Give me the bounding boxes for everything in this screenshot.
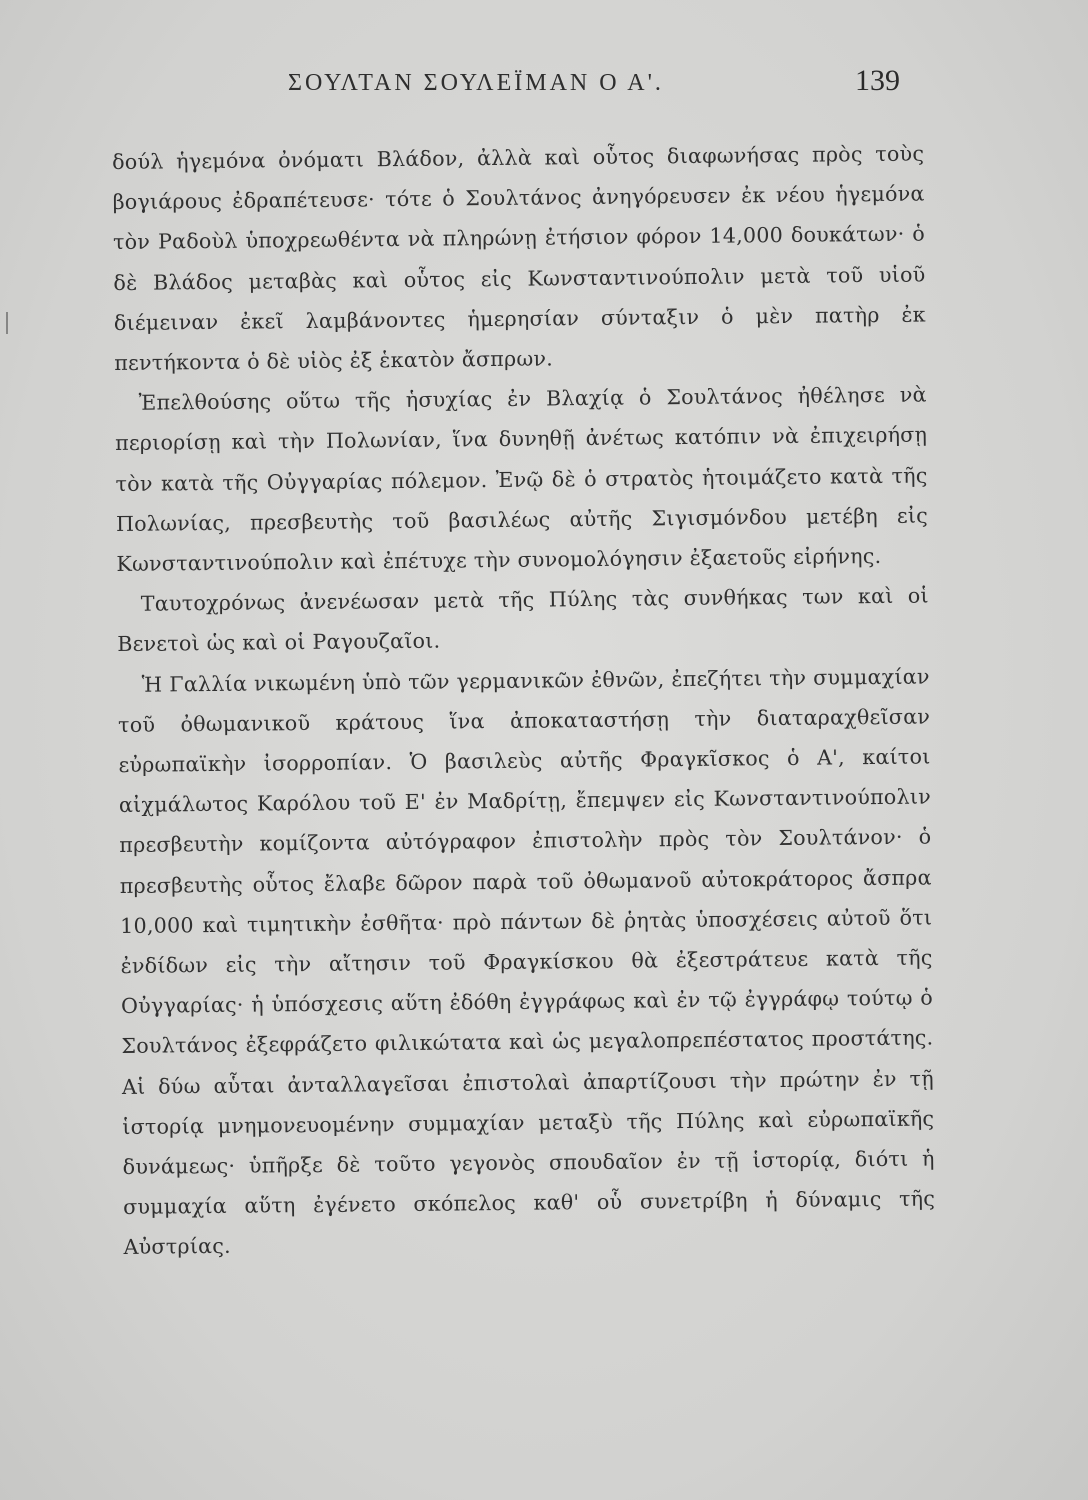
paragraph-france-alliance: Ἡ Γαλλία νικωμένη ὑπὸ τῶν γερμανικῶν ἐθνῶν, ἐπεζήτει τὴν συμμαχίαν τοῦ ὀθωμανικοῦ κράτους ἵνα ἀποκαταστήσῃ τὴν διαταραχθεῖσαν εὐρωπαϊκὴν ἰσορροπίαν. Ὁ βασιλεὺς αὐτῆς Φραγκῖσκος ὁ Α', καίτοι αἰχμάλωτος Καρόλου τοῦ Ε' ἐν Μαδρίτῃ, ἔπεμψεν εἰς Κωνσταντινούπολιν πρεσβευτὴν κομίζοντα αὐτόγραφον ἐπιστολὴν πρὸς τὸν Σουλτάνον· ὁ πρεσβευτὴς οὗτος ἔλαβε δῶρον παρὰ τοῦ ὀθωμανοῦ αὐτοκράτορος ἄσπρα 10,000 καὶ τιμητικὴν ἐσθῆτα· πρὸ πάντων δὲ ῥητὰς ὑποσχέσεις αὐτοῦ ὅτι ἐνδίδων εἰς τὴν αἴτησιν τοῦ Φραγκίσκου θὰ ἐξεστράτευε κατὰ τῆς Οὐγγαρίας· ἡ ὑπόσχεσις αὕτη ἐδόθη ἐγγράφως καὶ ἐν τῷ ἐγγράφῳ τούτῳ ὁ Σουλτάνος ἐξεφράζετο φιλικώτατα καὶ ὡς μεγαλοπρεπέστατος προστάτης. Αἱ δύω αὗται ἀνταλλαγεῖσαι ἐπιστολαὶ ἀπαρτίζουσι τὴν πρώτην ἐν τῇ ἱστορίᾳ μνημονευομένην συμμαχίαν μεταξὺ τῆς Πύλης καὶ εὐρωπαϊκῆς δυνάμεως· ὑπῆρξε δὲ τοῦτο γεγονὸς σπουδαῖον ἐν τῇ ἱστορίᾳ, διότι ἡ συμμαχία αὕτη ἐγένετο σκόπελος καθ' οὗ συνετρίβη ἡ δύναμις τῆς Αὐστρίας.: [117, 664, 936, 1260]
margin-mark: [6, 312, 8, 334]
paragraph-poland: Ἐπελθούσης οὕτω τῆς ἡσυχίας ἐν Βλαχίᾳ ὁ Σουλτάνος ἠθέλησε νὰ περιορίσῃ καὶ τὴν Πολωνίαν, ἵνα δυνηθῇ ἀνέτως κατόπιν νὰ ἐπιχειρήσῃ τὸν κατὰ τῆς Οὐγγαρίας πόλεμον. Ἐνῷ δὲ ὁ στρατὸς ἡτοιμάζετο κατὰ τῆς Πολωνίας, πρεσβευτὴς τοῦ βασιλέως αὐτῆς Σιγισμόνδου μετέβη εἰς Κωνσταντινούπολιν καὶ ἐπέτυχε τὴν συνομολόγησιν ἐξαετοῦς εἰρήνης.: [115, 382, 929, 577]
running-title: ΣΟΥΛΤΑΝ ΣΟΥΛΕΪΜΑΝ Ο Α'.: [288, 70, 664, 96]
paragraph-venice-ragusa: Ταυτοχρόνως ἀνενέωσαν μετὰ τῆς Πύλης τὰς συνθήκας των καὶ οἱ Βενετοὶ ὡς καὶ οἱ Ραγουζαῖοι.: [117, 583, 929, 657]
page-number: 139: [855, 64, 900, 97]
page-header: [110, 58, 900, 108]
body-text: [112, 133, 936, 1267]
paragraph-continuation: δούλ ἡγεμόνα ὀνόματι Βλάδον, ἀλλὰ καὶ οὗτος διαφωνήσας πρὸς τοὺς βογιάρους ἐδραπέτευσε· τότε ὁ Σουλτάνος ἀνηγόρευσεν ἐκ νέου ἡγεμόνα τὸν Ραδοὺλ ὑποχρεωθέντα νὰ πληρώνῃ ἐτήσιον φόρον 14,000 δουκάτων· ὁ δὲ Βλάδος μεταβὰς καὶ οὗτος εἰς Κωνσταντινούπολιν μετὰ τοῦ υἱοῦ διέμειναν ἐκεῖ λαμβάνοντες ἡμερησίαν σύνταξιν ὁ μὲν πατὴρ ἐκ πεντήκοντα ὁ δὲ υἱὸς ἐξ ἑκατὸν ἄσπρων.: [112, 141, 926, 376]
